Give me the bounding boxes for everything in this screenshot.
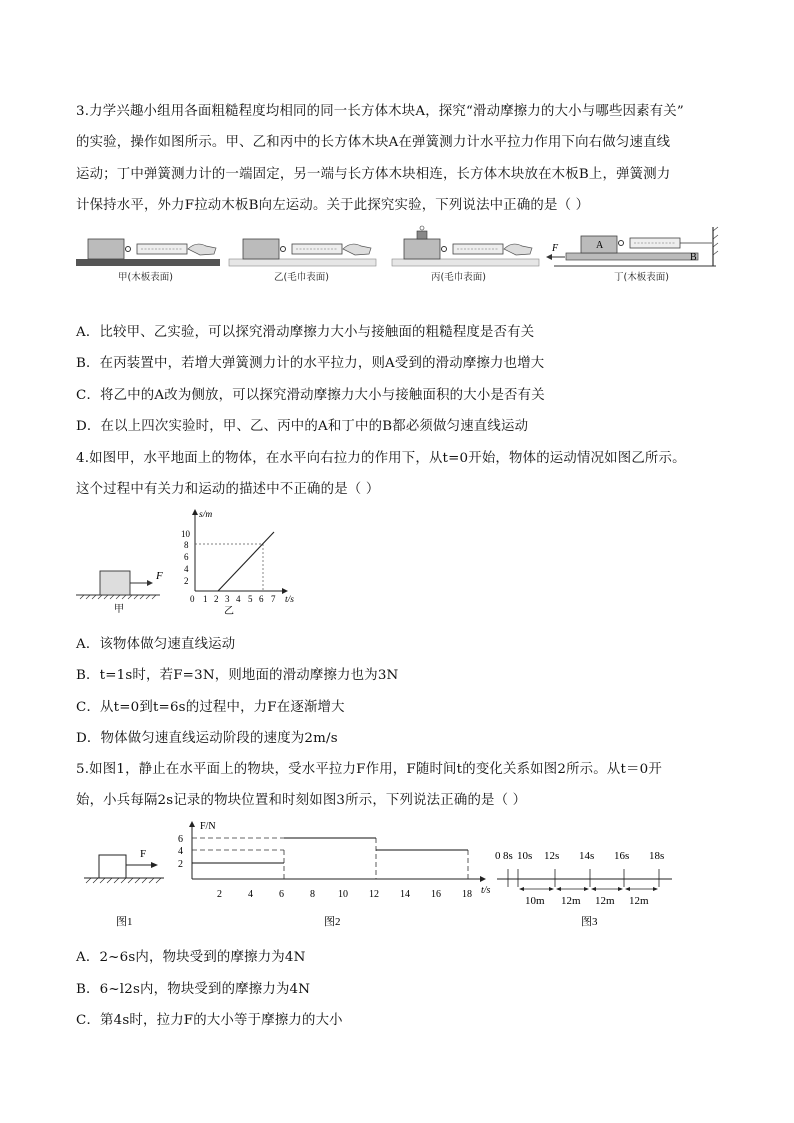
q5-line-2: 始，小兵每隔2s记录的物块位置和时刻如图3所示，下列说法正确的是（ ） — [76, 793, 527, 808]
q3-line-3: 运动；丁中弹簧测力计的一端固定，另一端与长方体木块相连，长方体木块放在木板B上，弹簧测力 — [76, 167, 671, 182]
q5-xtick: 10 — [338, 889, 348, 900]
q5-xtick: 6 — [279, 889, 284, 900]
q5-figures — [0, 815, 794, 935]
q5-force-label: F — [140, 848, 147, 860]
q5-option-b: B．6~l2s内，物块受到的摩擦力为4N — [76, 982, 311, 997]
q4-option-a: A．该物体做匀速直线运动 — [76, 637, 236, 652]
q4-xtick: 4 — [236, 594, 241, 604]
q5-fig3 — [495, 850, 672, 928]
q5-line-1: 5.如图1，静止在水平面上的物块，受水平拉力F作用，F随时间t的变化关系如图2所示。从t＝0开 — [76, 762, 662, 777]
fig-bing — [392, 226, 539, 266]
q4-xtick: 5 — [248, 594, 253, 604]
q3-line-1: 3.力学兴趣小组用各面粗糙程度均相同的同一长方体木块A，探究“滑动摩擦力的大小与哪些因素有关” — [76, 104, 684, 119]
q4-line-1: 4.如图甲，水平地面上的物体，在水平向右拉力的作用下，从t=0开始，物体的运动情况如图乙所示。 — [76, 451, 686, 466]
force-f-label: F — [552, 243, 559, 254]
q4-option-b: B．t=1s时，若F=3N，则地面的滑动摩擦力也为3N — [76, 668, 399, 683]
caption-yi: 乙(毛巾表面) — [274, 272, 329, 283]
q5-fig1 — [84, 848, 164, 928]
q5-option-a: A．2~6s内，物块受到的摩擦力为4N — [76, 950, 306, 965]
q4-line-2: 这个过程中有关力和运动的描述中不正确的是（ ） — [76, 482, 380, 497]
q4-ytick: 4 — [184, 564, 189, 574]
q5-fig1-caption: 图1 — [116, 916, 133, 928]
q5-ylabel: F/N — [200, 821, 216, 832]
q4-xtick: 1 — [203, 594, 208, 604]
q5-xtick: 12 — [369, 889, 379, 900]
q5-distance-label: 10m — [525, 895, 545, 907]
q5-xtick: 4 — [248, 889, 253, 900]
q5-xtick: 16 — [431, 889, 441, 900]
q4-option-d: D．物体做匀速直线运动阶段的速度为2m/s — [76, 731, 338, 746]
q5-time-label: 14s — [579, 850, 595, 862]
q5-xlabel: t/s — [481, 885, 491, 896]
fig-jia — [76, 239, 220, 266]
q5-ytick: 2 — [178, 859, 183, 870]
caption-jia: 甲(木板表面) — [118, 272, 173, 283]
q5-time-label: 16s — [614, 850, 630, 862]
q3-line-2: 的实验，操作如图所示。甲、乙和丙中的长方体木块A在弹簧测力计水平拉力作用下向右做匀速直线 — [76, 135, 671, 150]
q4-figures — [0, 505, 794, 620]
q3-option-c: C．将乙中的A改为侧放，可以探究滑动摩擦力大小与接触面积的大小是否有关 — [76, 388, 545, 403]
q3-experiment-figures — [0, 223, 794, 298]
q3-option-b: B．在丙装置中，若增大弹簧测力计的水平拉力，则A受到的滑动摩擦力也增大 — [76, 356, 545, 371]
q5-time-label: 18s — [649, 850, 665, 862]
fig-ding — [546, 227, 718, 266]
q5-xtick: 8 — [310, 889, 315, 900]
caption-bing: 丙(毛巾表面) — [431, 272, 486, 283]
block-a-label: A — [596, 240, 604, 251]
q5-ytick: 4 — [178, 846, 183, 857]
q4-caption-jia: 甲 — [114, 604, 124, 615]
q4-xlabel: t/s — [285, 595, 294, 605]
q5-time-label: 0 — [495, 850, 501, 862]
q3-line-4: 计保持水平，外力F拉动木板B向左运动。关于此探究实验，下列说法中正确的是（ ） — [76, 198, 590, 213]
q4-option-c: C．从t=0到t=6s的过程中，力F在逐渐增大 — [76, 700, 345, 715]
q3-option-a: A．比较甲、乙实验，可以探究滑动摩擦力大小与接触面的粗糙程度是否有关 — [76, 325, 535, 340]
q4-ytick: 2 — [184, 576, 189, 586]
q4-xtick: 7 — [271, 594, 276, 604]
q4-graph — [181, 509, 294, 617]
q5-fig2-graph — [178, 821, 491, 928]
q4-ytick: 10 — [181, 529, 190, 539]
caption-ding: 丁(木板表面) — [614, 272, 669, 283]
q4-force-label: F — [156, 570, 163, 582]
q5-xtick: 14 — [400, 889, 410, 900]
q5-option-c: C．第4s时，拉力F的大小等于摩擦力的大小 — [76, 1013, 343, 1028]
q5-time-label: 8s — [503, 850, 513, 862]
q4-xtick: 2 — [214, 594, 219, 604]
q4-xtick: 6 — [259, 594, 264, 604]
board-b-label: B — [690, 252, 697, 263]
s-t-line — [218, 532, 274, 591]
q4-ytick: 8 — [184, 540, 189, 550]
q4-xtick: 0 — [190, 594, 195, 604]
q5-distance-label: 12m — [629, 895, 649, 907]
q5-ytick: 6 — [178, 834, 183, 845]
q5-fig3-caption: 图3 — [581, 916, 598, 928]
q5-distance-label: 12m — [561, 895, 581, 907]
q5-distance-label: 12m — [595, 895, 615, 907]
q5-fig2-caption: 图2 — [324, 916, 341, 928]
q4-xtick: 3 — [225, 594, 230, 604]
fig-yi — [229, 239, 376, 266]
q4-fig-jia — [76, 570, 163, 615]
q3-option-d: D．在以上四次实验时，甲、乙、丙中的A和丁中的B都必须做匀速直线运动 — [76, 419, 529, 434]
q5-xtick: 18 — [462, 889, 472, 900]
q4-ytick: 6 — [184, 552, 189, 562]
q5-time-label: 10s — [517, 850, 533, 862]
q4-ylabel: s/m — [199, 510, 213, 520]
q4-caption-yi: 乙 — [224, 606, 234, 617]
q5-xtick: 2 — [217, 889, 222, 900]
q5-time-label: 12s — [544, 850, 560, 862]
